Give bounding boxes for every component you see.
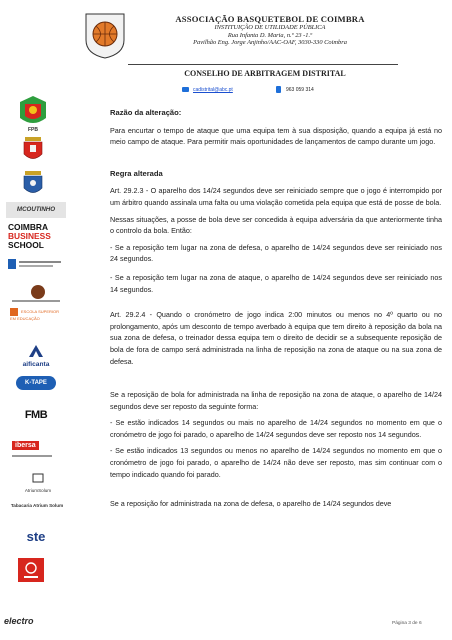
cbs-line-1: COIMBRA xyxy=(8,222,49,232)
atrium-mark-icon xyxy=(32,473,44,483)
fmb-logo: FMB xyxy=(24,409,48,421)
atrium-label: AtriumSolum xyxy=(24,488,52,493)
phone-icon xyxy=(276,86,281,93)
fpb-logo xyxy=(16,94,50,132)
email-icon xyxy=(182,87,189,92)
rule-bullet-4: - Se estão indicados 13 segundos ou menos no aparelho de 14/24 segundos no momento em que o cronómetro de jogo foi parado, o aparelho de 14/24 não deve ser reposto, mas sim continuar com o tempo indicado quando foi parado. xyxy=(110,446,442,479)
ibersa-logo xyxy=(12,434,62,457)
council-title: CONSELHO DE ARBITRAGEM DISTRITAL xyxy=(184,69,346,78)
sponsor-sidebar xyxy=(0,90,72,640)
association-subtitle: INSTITUIÇÃO DE UTILIDADE PÚBLICA xyxy=(214,24,326,31)
cbs-line-2: BUSINESS xyxy=(8,231,51,241)
ibersa-tagline xyxy=(12,455,52,457)
ktape-logo: K-TAPE xyxy=(16,376,56,390)
contact-line xyxy=(182,86,402,96)
tabacaria-logo: Tabacaria Atrium Solum xyxy=(10,503,64,508)
faculty-crest-logo xyxy=(8,284,64,304)
ese-label: ESCOLA SUPERIOR EM EDUCAÇÃO xyxy=(10,309,60,321)
document-body xyxy=(110,107,442,510)
header-divider xyxy=(128,64,398,65)
email-link[interactable]: cadistrital@abc.pt xyxy=(193,87,233,93)
electro-logo: electro xyxy=(4,616,34,626)
section-heading-rule: Regra alterada xyxy=(110,168,163,178)
rule-paragraph-1: Art. 29.2.3 - O aparelho dos 14/24 segundos deve ser reiniciado sempre que o jogo é interrompido por um árbitro quando assinala uma falta ou uma violação cometida pela equipa que está de posse de bola. xyxy=(110,186,442,207)
school-technology-logo xyxy=(8,258,64,272)
ste-label: ste xyxy=(26,529,46,544)
rule-paragraph-3: Art. 29.2.4 - Quando o cronómetro de jogo indica 2:00 minutos ou menos no 4º quarto ou no prolongamento, após um desconto de tempo averbado à equipa que tem direito à reposição da bola na sua zona de defesa, o treinador dessa equipa tem o direito de decidir se a subsequente reposição de bola de fora de campo será administrada na linha de reposição na zona de ataque ou na sua zona de defesa. xyxy=(110,310,442,366)
mcoutinho-logo: MCOUTINHO xyxy=(6,202,66,218)
coimbra-business-school-logo xyxy=(8,223,66,250)
rule-paragraph-4: Se a reposição de bola for administrada na linha de reposição na zona de ataque, o aparelho de 14/24 segundos deve ser reposto da seguinte forma: xyxy=(110,390,442,411)
municipal-crest-icon xyxy=(18,134,48,164)
rule-paragraph-5: Se a reposição for administrada na zona de defesa, o aparelho de 14/24 segundos deve xyxy=(110,499,392,509)
phone-number: 963 059 314 xyxy=(286,87,314,93)
svg-text:FPB: FPB xyxy=(28,127,38,132)
letterhead xyxy=(0,0,452,93)
city-crest-icon xyxy=(18,168,48,198)
association-title: ASSOCIAÇÃO BASQUETEBOL DE COIMBRA xyxy=(175,14,365,24)
reason-paragraph: Para encurtar o tempo de ataque que uma equipa tem à sua disposição, quando a equipa já está no meio campo de ataque. Para permitir mais oportunidades de lançamentos de campo durante um jogo. xyxy=(110,125,442,147)
atrium-solum-logo xyxy=(16,470,60,493)
address-line-2: Pavilhão Eng. Jorge Anjinho/AAC-OAF, 3030-330 Coimbra xyxy=(193,39,347,47)
rule-bullet-1: - Se a reposição tem lugar na zona de defesa, o aparelho de 14/24 segundos deve ser reiniciado nos 24 segundos. xyxy=(110,242,442,264)
aificanta-label: aificanta xyxy=(22,361,50,368)
ste-logo xyxy=(16,528,56,546)
rule-bullet-3: - Se estão indicados 14 segundos ou mais no aparelho de 14/24 segundos no momento em que o cronómetro de jogo foi parado, o aparelho de 14/24 segundos deve ser reposto nos 14 segundos. xyxy=(110,418,442,439)
ibersa-label: ibersa xyxy=(12,441,39,450)
cbs-line-3: SCHOOL xyxy=(8,240,44,250)
abc-basketball-logo xyxy=(82,10,128,60)
section-heading-reason: Razão da alteração: xyxy=(110,108,182,117)
solidarity-logo xyxy=(18,558,44,582)
ese-mark-icon xyxy=(10,308,18,316)
page-number: Página 3 de 6 xyxy=(392,621,422,626)
aificanta-mark-icon xyxy=(28,344,44,358)
rule-bullet-2: - Se a reposição tem lugar na zona de ataque, o aparelho de 14/24 segundos deve ser reiniciado nos 14 segundos. xyxy=(110,272,442,294)
ese-logo xyxy=(10,308,64,321)
address-line-1: Rua Infanta D. Maria, n.º 23 -1.º xyxy=(227,31,313,39)
rule-paragraph-2: Nessas situações, a posse de bola deve ser concedida à equipa adversária da que anteriormente tinha o controlo da bola. Então: xyxy=(110,214,442,236)
aificanta-logo xyxy=(14,344,58,368)
